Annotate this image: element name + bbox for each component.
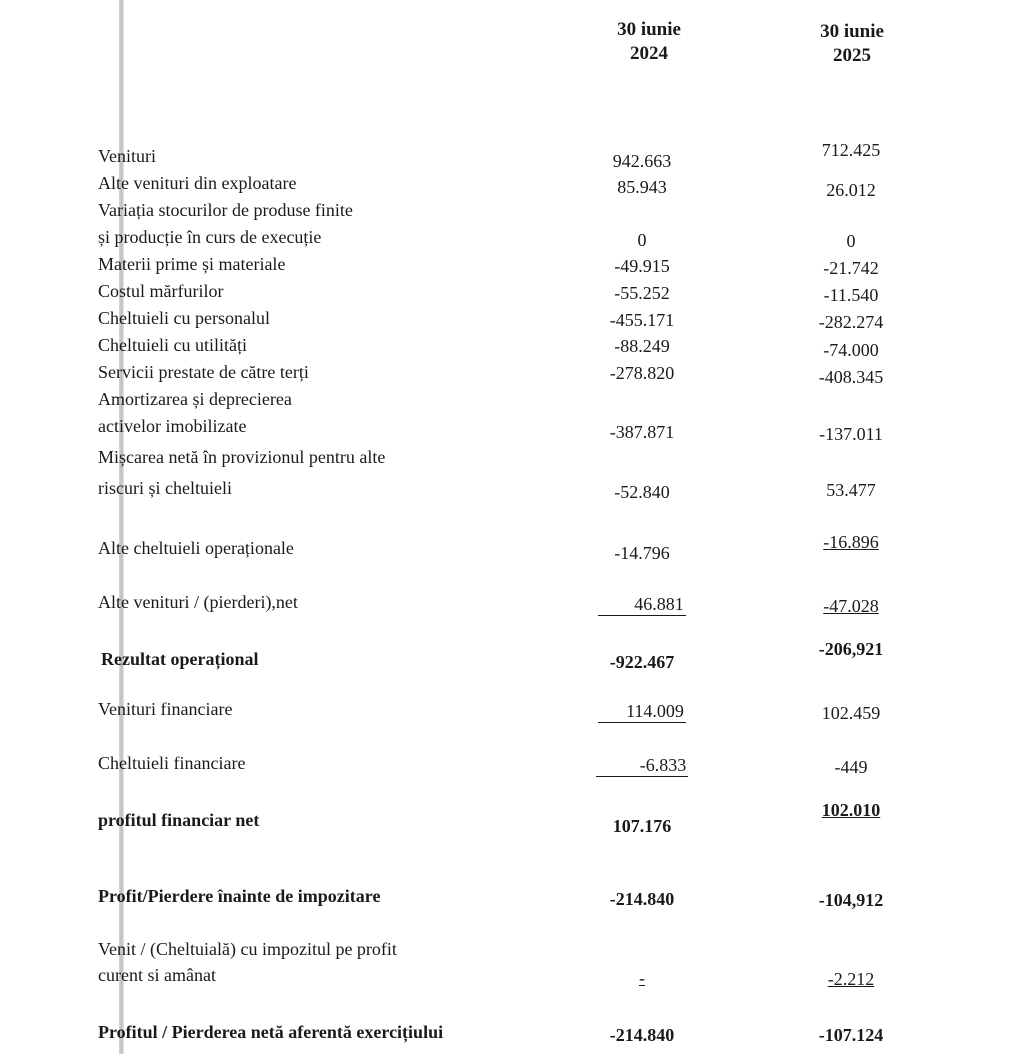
value-2024: 942.663 xyxy=(612,151,672,171)
value-2024-text: 46.881 xyxy=(598,594,686,616)
value-2024: -52.840 xyxy=(614,482,670,502)
value-2024-underlined xyxy=(567,701,717,723)
value-2025: 53.477 xyxy=(826,480,876,500)
value-2024-bold: 107.176 xyxy=(612,816,672,836)
value-2024-bold: -214.840 xyxy=(609,889,675,909)
row-label: Venituri xyxy=(98,146,156,166)
column-header-2024-line1: 30 iunie xyxy=(617,19,681,40)
value-2025: -408.345 xyxy=(818,367,884,387)
value-2025: 0 xyxy=(846,231,856,251)
row-label-bold: Profit/Pierdere înainte de impozitare xyxy=(98,886,381,906)
value-2024: -455.171 xyxy=(609,310,675,330)
value-2025-underlined: -47.028 xyxy=(823,596,879,616)
row-label: Servicii prestate de către terți xyxy=(98,362,309,382)
value-2025-bold-underlined: 102.010 xyxy=(821,800,881,820)
row-label: și producție în curs de execuție xyxy=(98,227,322,247)
row-label-bold: Profitul / Pierderea netă aferentă exercițiului xyxy=(98,1022,444,1042)
row-label: Alte venituri din exploatare xyxy=(98,173,297,193)
value-2024: - xyxy=(639,968,645,988)
value-2024-bold: -922.467 xyxy=(609,652,675,672)
row-label: curent si amânat xyxy=(98,965,216,985)
value-2024: 85.943 xyxy=(617,177,667,197)
value-2024: -88.249 xyxy=(614,336,670,356)
row-label: Amortizarea și deprecierea xyxy=(98,389,292,409)
value-2025: 26.012 xyxy=(826,180,876,200)
value-2025: -74.000 xyxy=(823,340,879,360)
value-2024-text: -6.833 xyxy=(596,755,689,777)
value-2025-underlined: -2.212 xyxy=(827,969,875,989)
row-label-bold: profitul financiar net xyxy=(98,810,260,830)
row-label: Alte cheltuieli operaționale xyxy=(98,538,294,558)
row-label: Mișcarea netă în provizionul pentru alte xyxy=(98,447,386,467)
value-2025: 102.459 xyxy=(821,703,881,723)
value-2024: -14.796 xyxy=(614,543,670,563)
row-label: Materii prime și materiale xyxy=(98,254,286,274)
value-2024-bold: -214.840 xyxy=(609,1025,675,1045)
row-label: Cheltuieli cu personalul xyxy=(98,308,270,328)
value-2024: -278.820 xyxy=(609,363,675,383)
column-header-2025-line1: 30 iunie xyxy=(820,21,884,42)
value-2025: -137.011 xyxy=(819,424,883,444)
value-2024-underlined xyxy=(567,594,717,616)
column-header-2024-line2: 2024 xyxy=(630,43,668,64)
value-2024-text: 114.009 xyxy=(598,701,686,723)
row-label: Costul mărfurilor xyxy=(98,281,224,301)
row-label: Variația stocurilor de produse finite xyxy=(98,200,353,220)
row-label: activelor imobilizate xyxy=(98,416,247,436)
row-label: Alte venituri / (pierderi),net xyxy=(98,592,298,612)
value-2025-underlined: -16.896 xyxy=(823,532,879,552)
column-header-2025 xyxy=(797,20,907,68)
value-2025: -282.274 xyxy=(818,312,884,332)
row-label: Cheltuieli cu utilități xyxy=(98,335,247,355)
value-2025: -21.742 xyxy=(823,258,879,278)
row-label: riscuri și cheltuieli xyxy=(98,478,232,498)
value-2025: 712.425 xyxy=(821,140,881,160)
row-label: Venit / (Cheltuială) cu impozitul pe profit xyxy=(98,939,397,959)
row-label: Venituri financiare xyxy=(98,699,233,719)
column-header-2025-line2: 2025 xyxy=(833,45,871,66)
value-2024: -387.871 xyxy=(609,422,675,442)
column-header-2024 xyxy=(594,18,704,66)
value-2024: -55.252 xyxy=(614,283,670,303)
value-2024: 0 xyxy=(637,230,647,250)
value-2025-bold: -206,921 xyxy=(818,639,884,659)
value-2024: -49.915 xyxy=(614,256,670,276)
value-2025-bold: -107.124 xyxy=(818,1025,884,1045)
value-2025: -449 xyxy=(834,757,868,777)
row-label-bold: Rezultat operațional xyxy=(101,649,259,669)
value-2025-bold: -104,912 xyxy=(818,890,884,910)
value-2025: -11.540 xyxy=(823,285,879,305)
row-label: Cheltuieli financiare xyxy=(98,753,246,773)
value-2024-underlined xyxy=(567,755,717,777)
